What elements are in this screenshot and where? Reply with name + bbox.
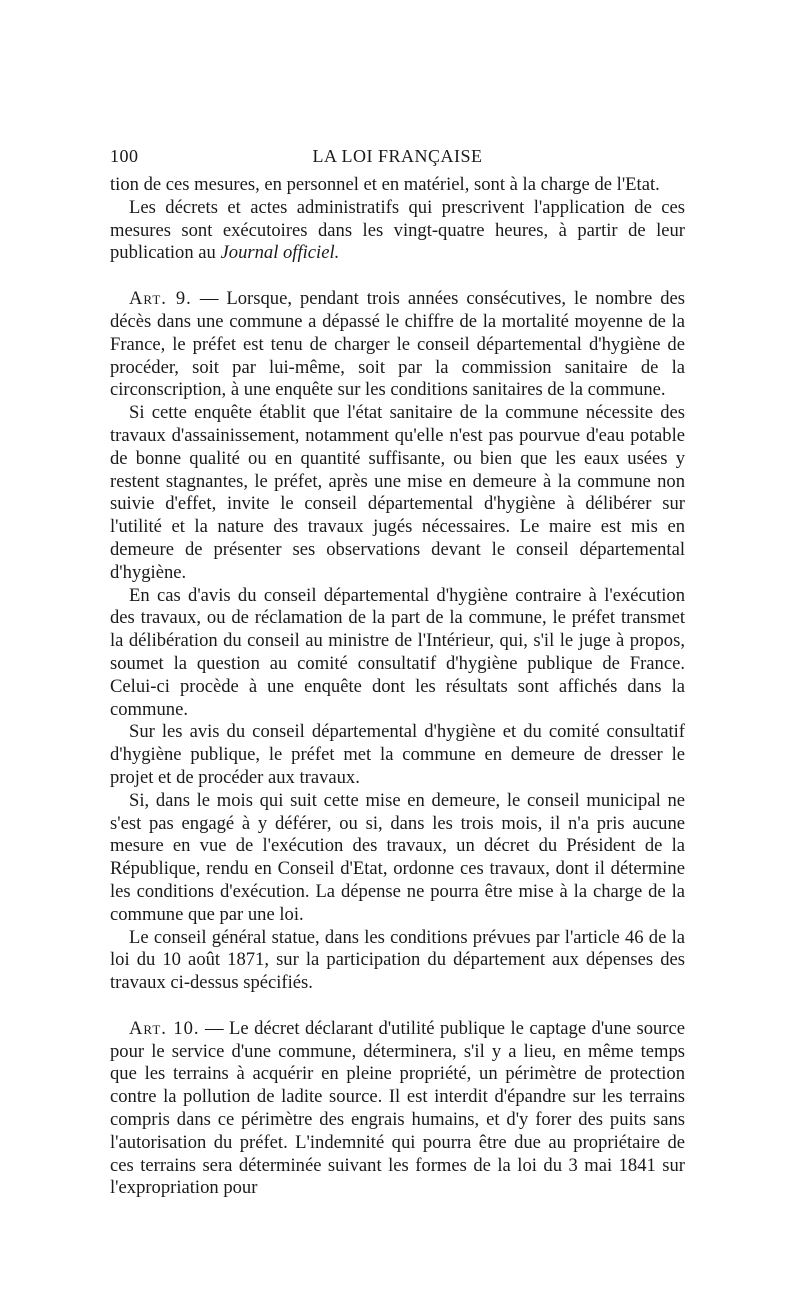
article-9-text: — Lorsque, pendant trois années consécutives, le nombre des décès dans une commune a dépassé le chiffre de la mortalité moyenne de la France, le préfet est tenu de charger le conseil départemental d'hygiène de procéder, soit par lui-même, soit par la commission sanitaire de la circonscription, à une enquête sur les conditions sanitaires de la commune.: [110, 288, 685, 401]
page-number: 100: [110, 146, 139, 166]
paragraph-mise-en-demeure: Si, dans le mois qui suit cette mise en demeure, le conseil municipal ne s'est pas engagé à y déférer, ou si, dans les trois mois, il n'a pris aucune mesure en vue de l'exécution des travaux, un décret du Président de la République, rendu en Conseil d'Etat, ordonne ces travaux, dont il détermine les conditions d'exécution. La dépense ne pourra être mise à la charge de la commune que par une loi.: [110, 789, 685, 925]
article-10-label: Art. 10.: [129, 1017, 200, 1039]
paragraph-continuation: tion de ces mesures, en personnel et en matériel, sont à la charge de l'Etat.: [110, 174, 660, 195]
article-10: [110, 1018, 685, 1200]
article-10-text: — Le décret déclarant d'utilité publique le captage d'une source pour le service d'une commune, déterminera, s'il y a lieu, en même temps que les terrains à acquérir en pleine propriété, un périmètre de protection contre la pollution de ladite source. Il est interdit d'épandre sur les terrains compris dans ce périmètre des engrais humains, et d'y forer des puits sans l'autorisation du préfet. L'indemnité qui pourra être due au propriétaire de ces terrains sera déterminée suivant les formes de la loi du 3 mai 1841 sur l'expropriation pour: [110, 1017, 685, 1199]
article-9: [110, 288, 685, 402]
paragraph-enquete: Si cette enquête établit que l'état sanitaire de la commune nécessite des travaux d'assainissement, notamment qu'elle n'est pas pourvue d'eau potable de bonne qualité ou en quantité suffisante, ou bien que les eaux usées y restent stagnantes, le préfet, après une mise en demeure à la commune non suivie d'effet, invite le conseil départemental d'hygiène à délibérer sur l'utilité et la nature des travaux jugés nécessaires. Le maire est mis en demeure de présenter ses observations devant le conseil départemental d'hygiène.: [110, 402, 685, 583]
page-header: [110, 146, 685, 170]
body-text: [110, 174, 685, 1200]
running-title: LA LOI FRANÇAISE: [312, 146, 483, 166]
paragraph-conseil-general: Le conseil général statue, dans les conditions prévues par l'article 46 de la loi du 10 août 1871, sur la participation du département aux dépenses des travaux ci-dessus spécifiés.: [110, 926, 685, 994]
journal-title: Journal officiel.: [220, 242, 340, 264]
article-9-label: Art. 9.: [129, 288, 192, 310]
paragraph-publication: [110, 197, 685, 265]
paragraph-avis-contraire: En cas d'avis du conseil départemental d'hygiène contraire à l'exécution des travaux, ou de réclamation de la part de la commune, le préfet transmet la délibération du conseil au ministre de l'Intérieur, qui, s'il le juge à propos, soumet la question au comité consultatif d'hygiène publique de France. Celui-ci procède à une enquête dont les résultats sont affichés dans la commune.: [110, 584, 685, 720]
paragraph-text: Les décrets et actes administratifs qui prescrivent l'application de ces mesures sont exécutoires dans les vingt-quatre heures, à partir de leur publication au: [110, 196, 685, 264]
paragraph-avis-comite: Sur les avis du conseil départemental d'hygiène et du comité consultatif d'hygiène publique, le préfet met la commune en demeure de dresser le projet et de procéder aux travaux.: [110, 721, 685, 788]
